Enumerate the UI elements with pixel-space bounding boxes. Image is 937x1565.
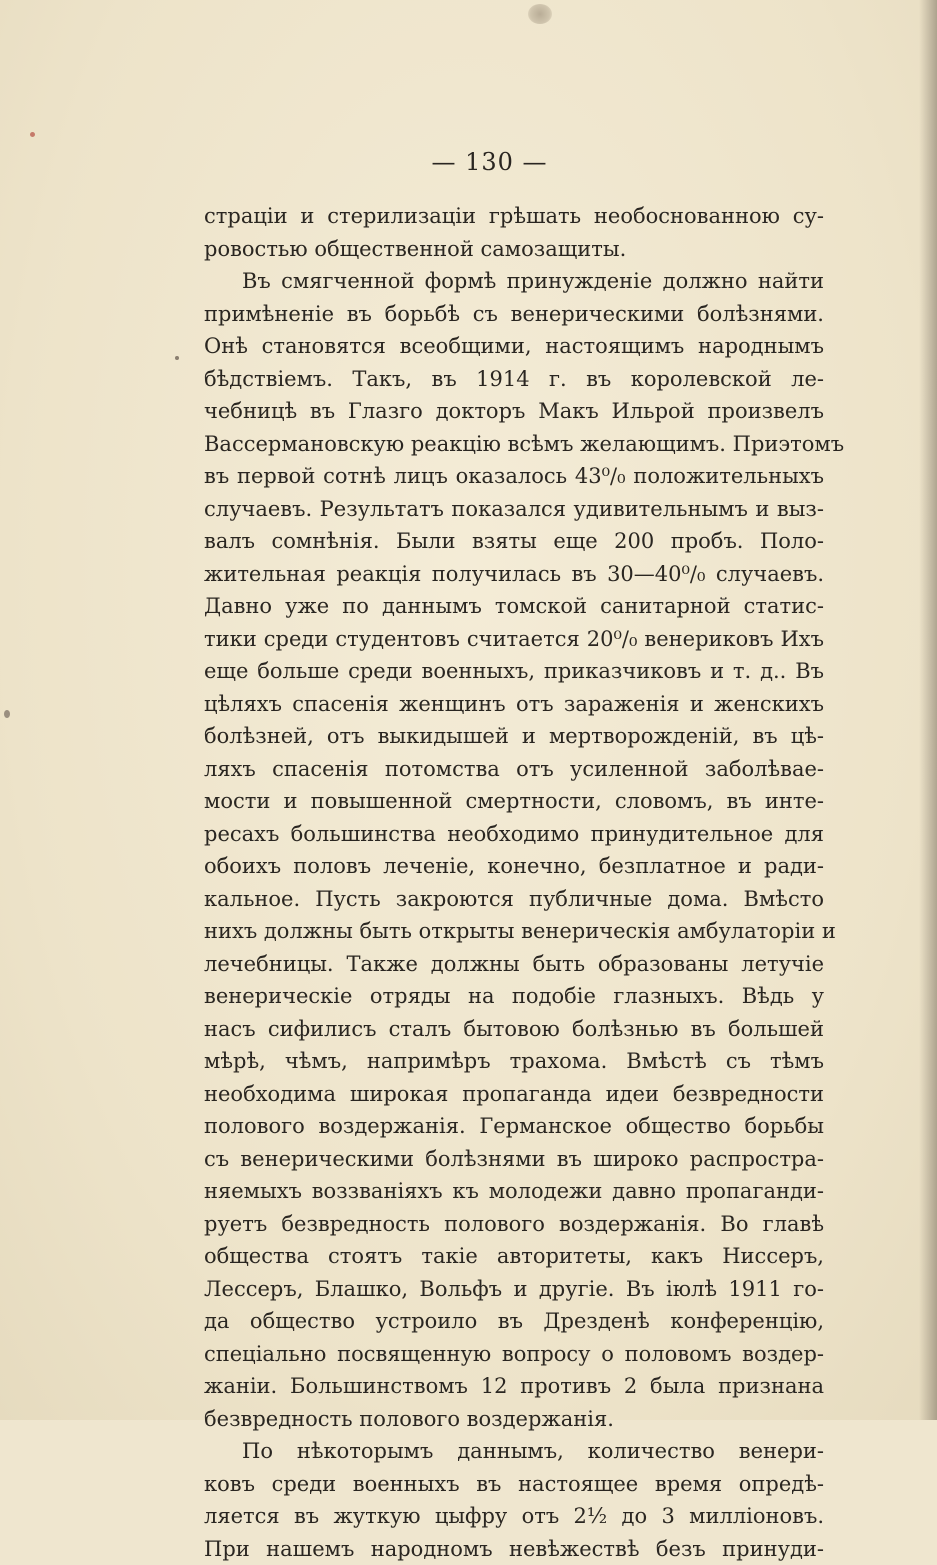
text-line: съ венерическими болѣзнями въ широко распростра- — [204, 1143, 824, 1176]
text-line: примѣненіе въ борьбѣ съ венерическими болѣзнями. — [204, 298, 824, 331]
text-line: кальное. Пусть закроются публичные дома. Вмѣсто — [204, 883, 824, 916]
text-line: няемыхъ воззваніяхъ къ молодежи давно пропаганди- — [204, 1175, 824, 1208]
text-line: жительная реакція получилась въ 30—40⁰/₀ случаевъ. — [204, 558, 824, 591]
text-line: лечебницы. Также должны быть образованы летучіе — [204, 948, 824, 981]
text-line: въ первой сотнѣ лицъ оказалось 43⁰/₀ положительныхъ — [204, 460, 824, 493]
text-line: При нашемъ народномъ невѣжествѣ безъ принуди- — [204, 1533, 824, 1565]
text-line: мѣрѣ, чѣмъ, напримѣръ трахома. Вмѣстѣ съ тѣмъ — [204, 1045, 824, 1078]
text-line: необходима широкая пропаганда идеи безвредности — [204, 1078, 824, 1111]
text-line: чебницѣ въ Глазго докторъ Макъ Ильрой произвелъ — [204, 395, 824, 428]
text-line: ресахъ большинства необходимо принудительное для — [204, 818, 824, 851]
text-line: ковъ среди военныхъ въ настоящее время опредѣ- — [204, 1468, 824, 1501]
text-line: Лессеръ, Блашко, Вольфъ и другіе. Въ іюлѣ 1911 го- — [204, 1273, 824, 1306]
text-line: обоихъ половъ леченіе, конечно, безплатное и ради- — [204, 850, 824, 883]
text-line: Онѣ становятся всеобщими, настоящимъ народнымъ — [204, 330, 824, 363]
text-line: руетъ безвредность полового воздержанія. Во главѣ — [204, 1208, 824, 1241]
body-text — [204, 200, 824, 1565]
text-line: полового воздержанія. Германское общество борьбы — [204, 1110, 824, 1143]
text-line: жаніи. Большинствомъ 12 противъ 2 была признана — [204, 1370, 824, 1403]
text-line: валъ сомнѣнія. Были взяты еще 200 пробъ. Поло- — [204, 525, 824, 558]
text-line: ляется въ жуткую цыфру отъ 2½ до 3 милліоновъ. — [204, 1500, 824, 1533]
text-line: ровостью общественной самозащиты. — [204, 233, 824, 266]
text-line: Вассермановскую реакцію всѣмъ желающимъ. Приэтомъ — [204, 428, 824, 461]
ink-spot — [4, 710, 10, 718]
text-line: спеціально посвященную вопросу о половомъ воздер- — [204, 1338, 824, 1371]
text-line: По нѣкоторымъ даннымъ, количество венери- — [204, 1435, 824, 1468]
text-line: мости и повышенной смертности, словомъ, въ инте- — [204, 785, 824, 818]
text-line: тики среди студентовъ считается 20⁰/₀ венериковъ Ихъ — [204, 623, 824, 656]
text-line: цѣляхъ спасенія женщинъ отъ зараженія и женскихъ — [204, 688, 824, 721]
text-line: ляхъ спасенія потомства отъ усиленной заболѣвае- — [204, 753, 824, 786]
text-line: Въ смягченной формѣ принужденіе должно найти — [204, 265, 824, 298]
text-line: общества стоятъ такіе авторитеты, какъ Ниссеръ, — [204, 1240, 824, 1273]
text-line: Давно уже по даннымъ томской санитарной статис- — [204, 590, 824, 623]
text-line: еще больше среди военныхъ, приказчиковъ и т. д.. Въ — [204, 655, 824, 688]
text-line: страціи и стерилизаціи грѣшать необоснованною су- — [204, 200, 824, 233]
page-edge-shadow — [919, 0, 937, 1420]
ink-spot — [30, 132, 35, 137]
text-line: венерическіе отряды на подобіе глазныхъ. Вѣдь у — [204, 980, 824, 1013]
ink-spot — [175, 356, 179, 360]
text-line: нихъ должны быть открыты венерическія амбулаторіи и — [204, 915, 824, 948]
text-line: случаевъ. Результатъ показался удивительнымъ и выз- — [204, 493, 824, 526]
page-number: — 130 — — [0, 148, 937, 176]
paper-stain — [528, 4, 552, 24]
text-line: да общество устроило въ Дрезденѣ конференцію, — [204, 1305, 824, 1338]
text-line: насъ сифилисъ сталъ бытовою болѣзнью въ большей — [204, 1013, 824, 1046]
text-line: болѣзней, отъ выкидышей и мертворожденій, въ цѣ- — [204, 720, 824, 753]
text-line: безвредность полового воздержанія. — [204, 1403, 824, 1436]
text-line: бѣдствіемъ. Такъ, въ 1914 г. въ королевской ле- — [204, 363, 824, 396]
